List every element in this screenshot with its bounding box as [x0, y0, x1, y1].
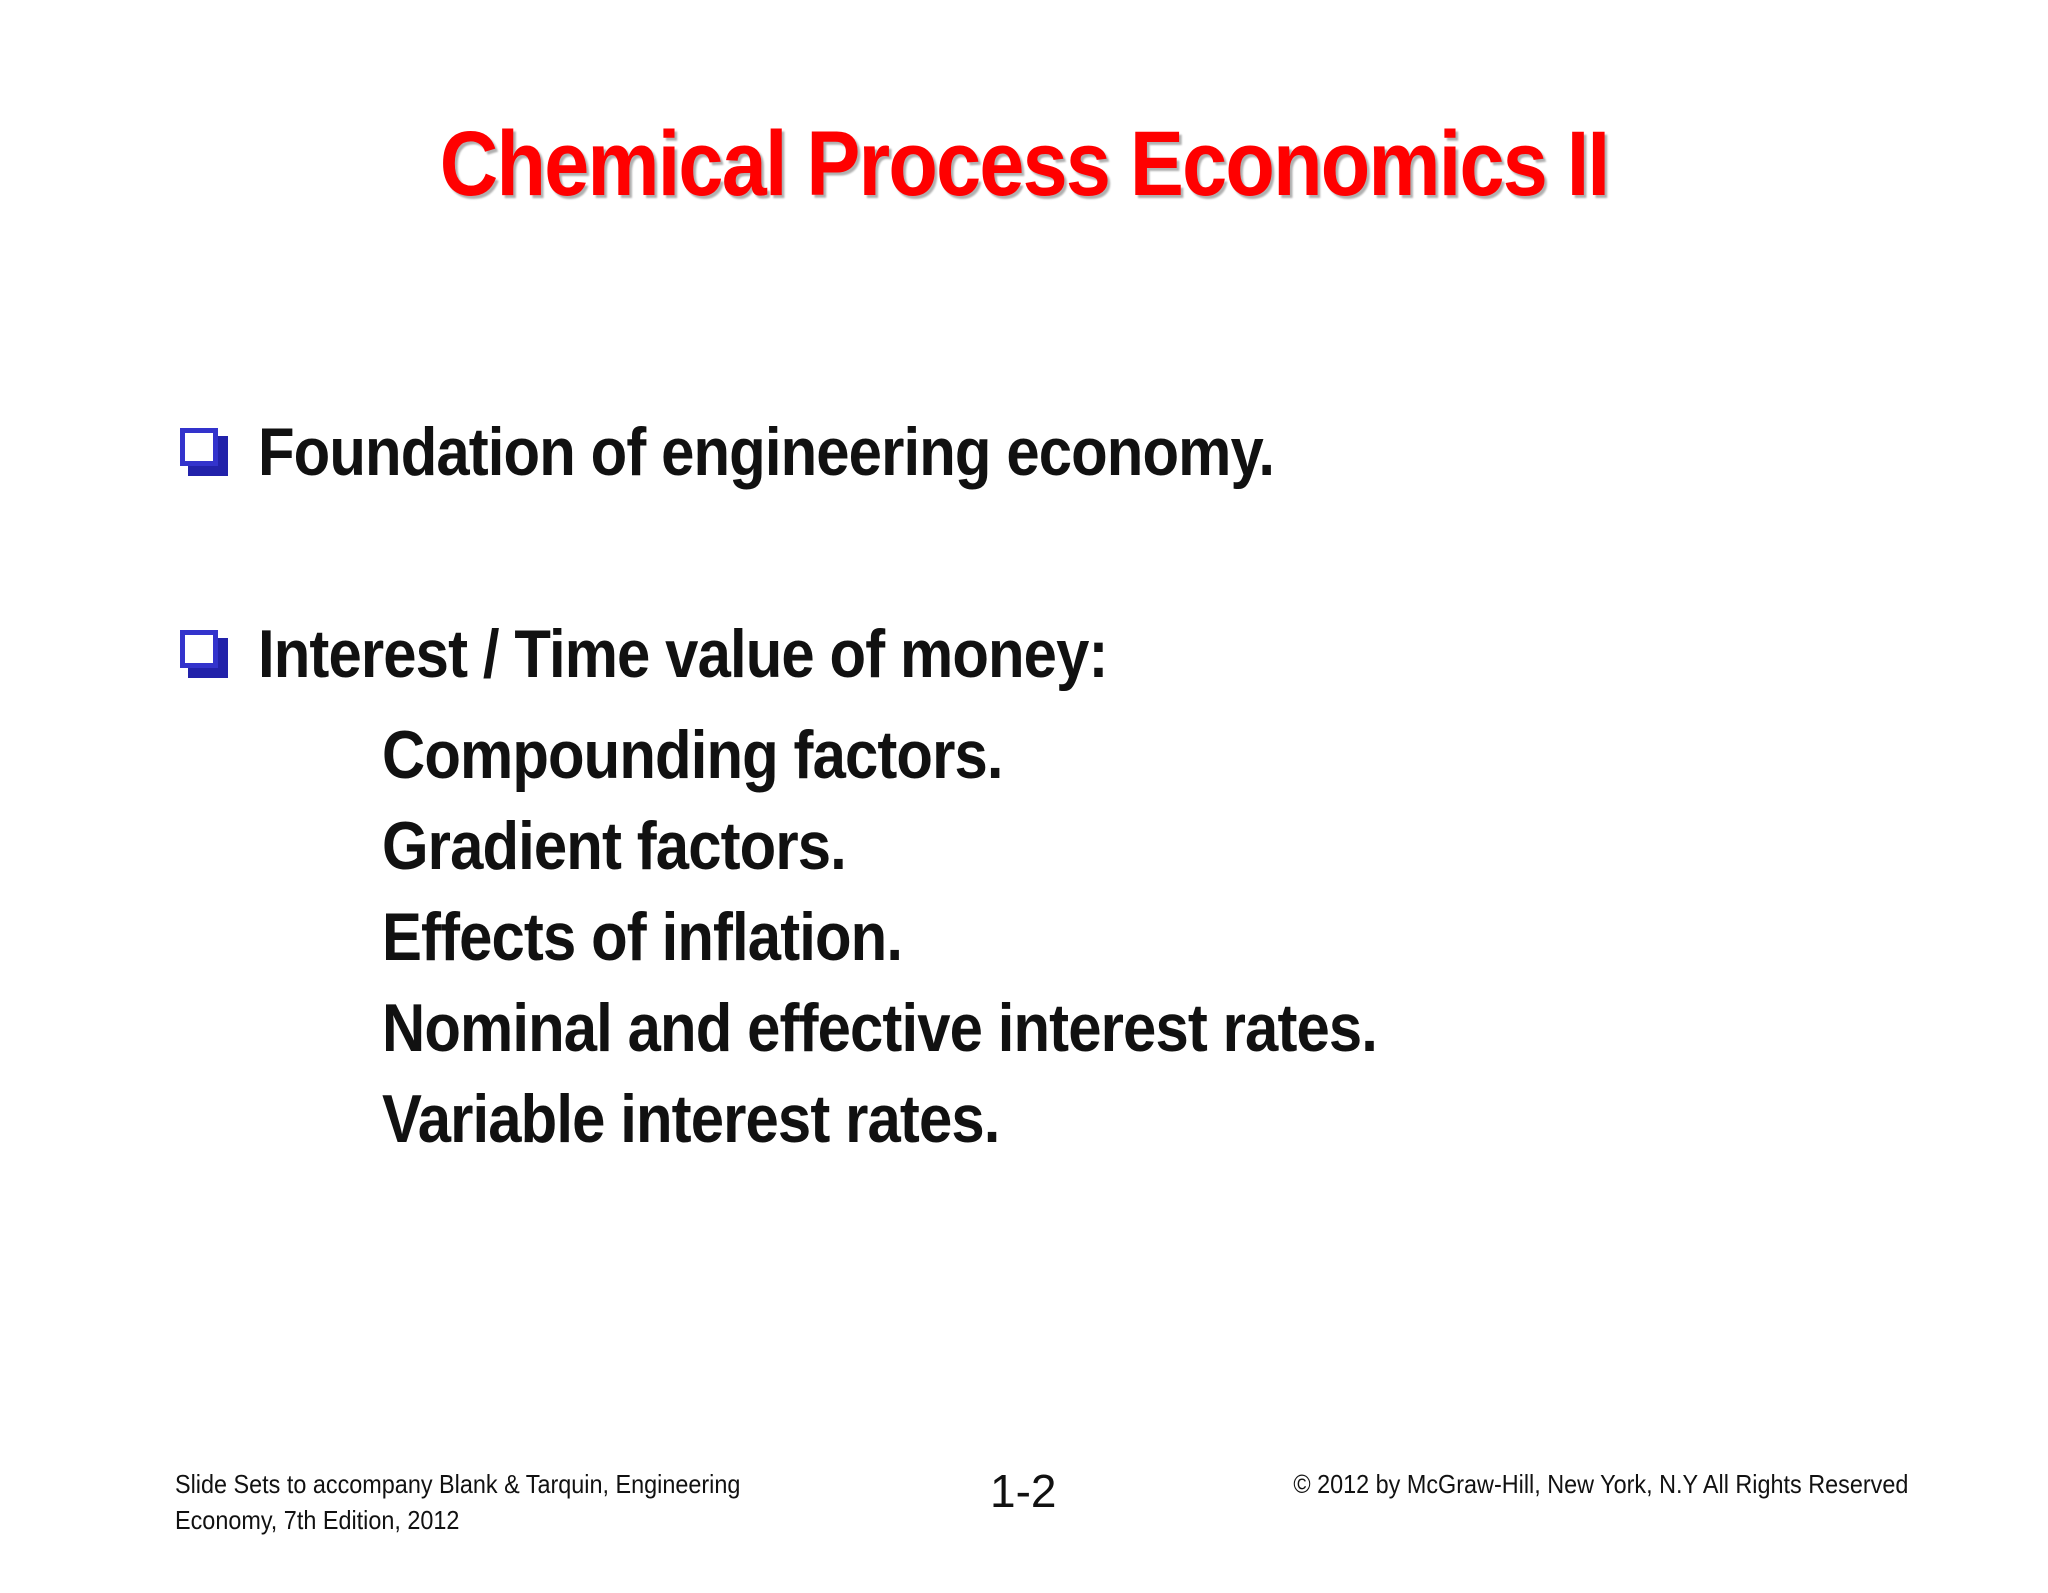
sub-item-gradient: Gradient factors. [382, 808, 846, 884]
sub-item-nominal-effective: Nominal and effective interest rates. [382, 990, 1378, 1066]
sub-item-variable-rates: Variable interest rates. [382, 1081, 1000, 1157]
footer-source-line2: Economy, 7th Edition, 2012 [175, 1505, 460, 1535]
bullet-interest [180, 616, 1223, 692]
page-number: 1-2 [990, 1465, 1057, 1517]
checkbox-icon [180, 630, 228, 678]
bullet-text: Foundation of engineering economy. [258, 414, 1275, 490]
checkbox-icon [180, 428, 228, 476]
slide-title: Chemical Process Economics II [439, 113, 1609, 215]
sub-item-inflation: Effects of inflation. [382, 899, 903, 975]
footer-source [175, 1466, 751, 1538]
footer-copyright: © 2012 by McGraw-Hill, New York, N.Y All Rights Reserved [1292, 1469, 1908, 1499]
sub-item-compounding: Compounding factors. [382, 717, 1003, 793]
sub-item-list [382, 710, 1513, 1165]
footer-source-line1: Slide Sets to accompany Blank & Tarquin, Engineering [175, 1469, 741, 1499]
bullet-foundation [180, 414, 1413, 490]
bullet-text: Interest / Time value of money: [258, 616, 1108, 692]
